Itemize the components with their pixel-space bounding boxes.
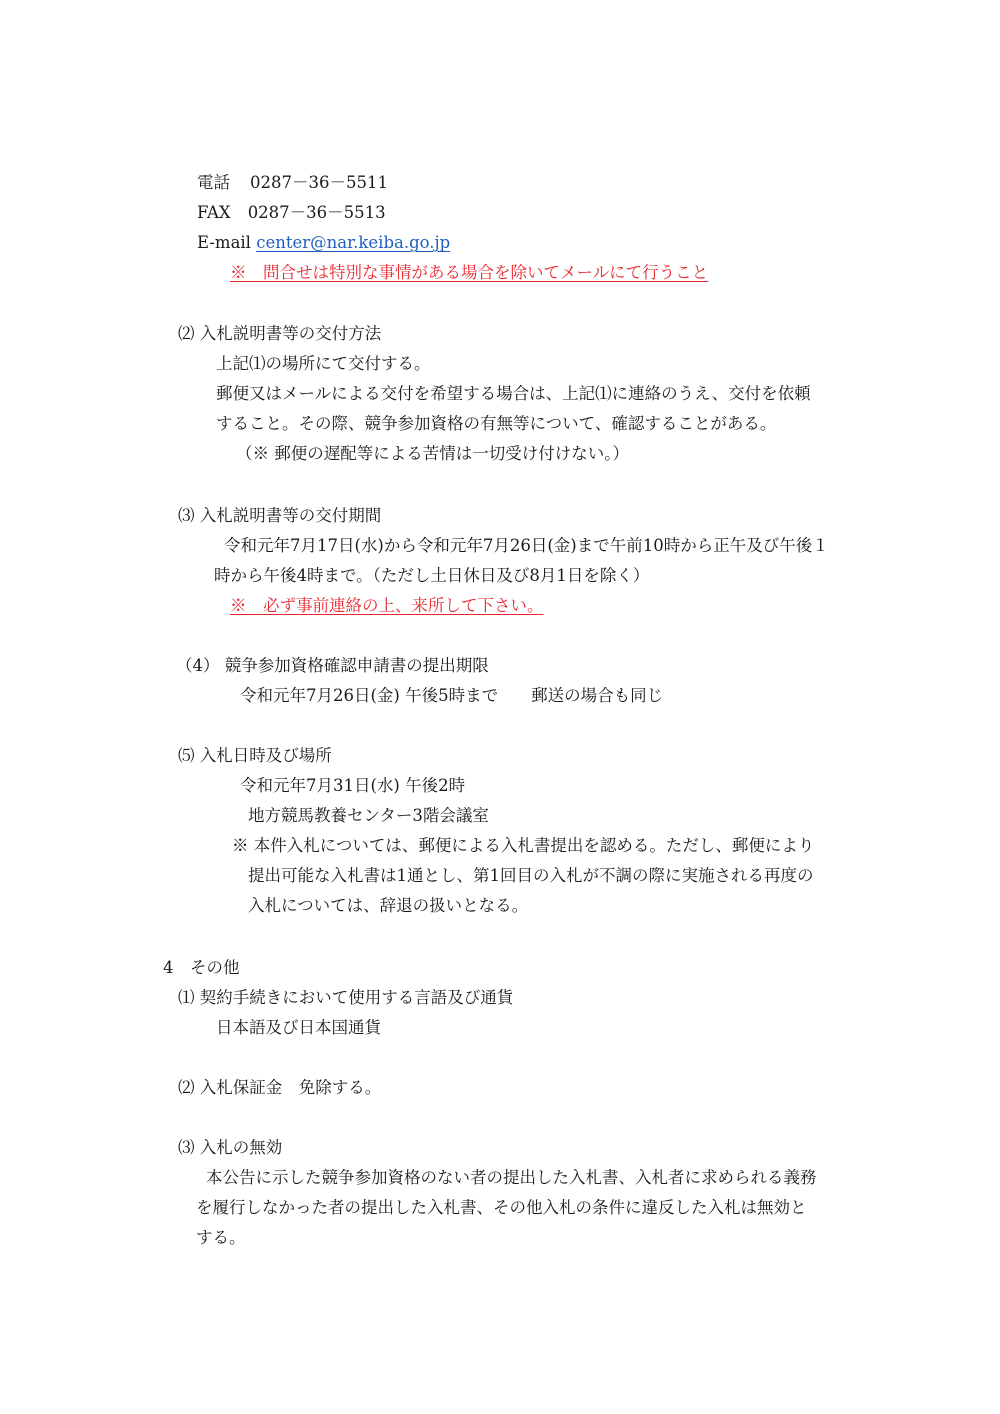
email-label: E-mail bbox=[197, 233, 251, 252]
fax-line bbox=[197, 205, 386, 222]
other-sub3-line: を履行しなかった者の提出した入札書、その他入札の条件に違反した入札は無効と bbox=[196, 1198, 807, 1217]
section2-line: 郵便又はメールによる交付を希望する場合は、上記⑴に連絡のうえ、交付を依頼 bbox=[216, 384, 811, 403]
section5-place: 地方競馬教養センター3階会議室 bbox=[248, 806, 489, 825]
section3-notice: ※ 必ず事前連絡の上、来所して下さい。 bbox=[230, 596, 544, 615]
email-link[interactable]: center@nar.keiba.go.jp bbox=[256, 233, 451, 252]
other-heading: 4 その他 bbox=[163, 958, 240, 977]
tel-label: 電話 bbox=[197, 173, 230, 192]
fax-label: FAX bbox=[197, 203, 231, 222]
other-sub3-heading: ⑶ 入札の無効 bbox=[178, 1138, 283, 1157]
section3-heading: ⑶ 入札説明書等の交付期間 bbox=[178, 506, 382, 525]
section5-note-line: 入札については、辞退の扱いとなる。 bbox=[248, 896, 529, 915]
section5-datetime: 令和元年7月31日(水) 午後2時 bbox=[240, 776, 466, 795]
section5-note-line: 提出可能な入札書は1通とし、第1回目の入札が不調の際に実施される再度の bbox=[248, 866, 814, 885]
section2-line: 上記⑴の場所にて交付する。 bbox=[216, 354, 431, 373]
tel-number: 0287－36－5511 bbox=[250, 173, 388, 192]
other-sub3-line: 本公告に示した競争参加資格のない者の提出した入札書、入札者に求められる義務 bbox=[206, 1168, 817, 1187]
section2-heading: ⑵ 入札説明書等の交付方法 bbox=[178, 324, 382, 343]
section5-heading: ⑸ 入札日時及び場所 bbox=[178, 746, 332, 765]
section4-heading: （4） 競争参加資格確認申請書の提出期限 bbox=[176, 656, 489, 675]
fax-number: 0287－36－5513 bbox=[247, 203, 386, 222]
contact-notice: ※ 問合せは特別な事情がある場合を除いてメールにて行うこと bbox=[230, 263, 709, 282]
section3-line: 令和元年7月17日(水)から令和元年7月26日(金)まで午前10時から正午及び午後１ bbox=[224, 536, 829, 555]
other-sub1-line: 日本語及び日本国通貨 bbox=[216, 1018, 381, 1037]
other-sub1-heading: ⑴ 契約手続きにおいて使用する言語及び通貨 bbox=[178, 988, 514, 1007]
other-sub2-heading: ⑵ 入札保証金 免除する。 bbox=[178, 1078, 382, 1097]
section5-note-line: ※ 本件入札については、郵便による入札書提出を認める。ただし、郵便により bbox=[232, 836, 815, 855]
other-sub3-line: する。 bbox=[196, 1228, 246, 1247]
section2-line: すること。その際、競争参加資格の有無等について、確認することがある。 bbox=[216, 414, 777, 433]
section4-line: 令和元年7月26日(金) 午後5時まで 郵送の場合も同じ bbox=[240, 686, 664, 705]
tel-line bbox=[197, 175, 388, 192]
email-line bbox=[197, 235, 450, 252]
section2-line: （※ 郵便の遅配等による苦情は一切受け付けない。） bbox=[236, 444, 629, 463]
section3-line: 時から午後4時まで。（ただし土日休日及び8月1日を除く） bbox=[214, 566, 650, 585]
